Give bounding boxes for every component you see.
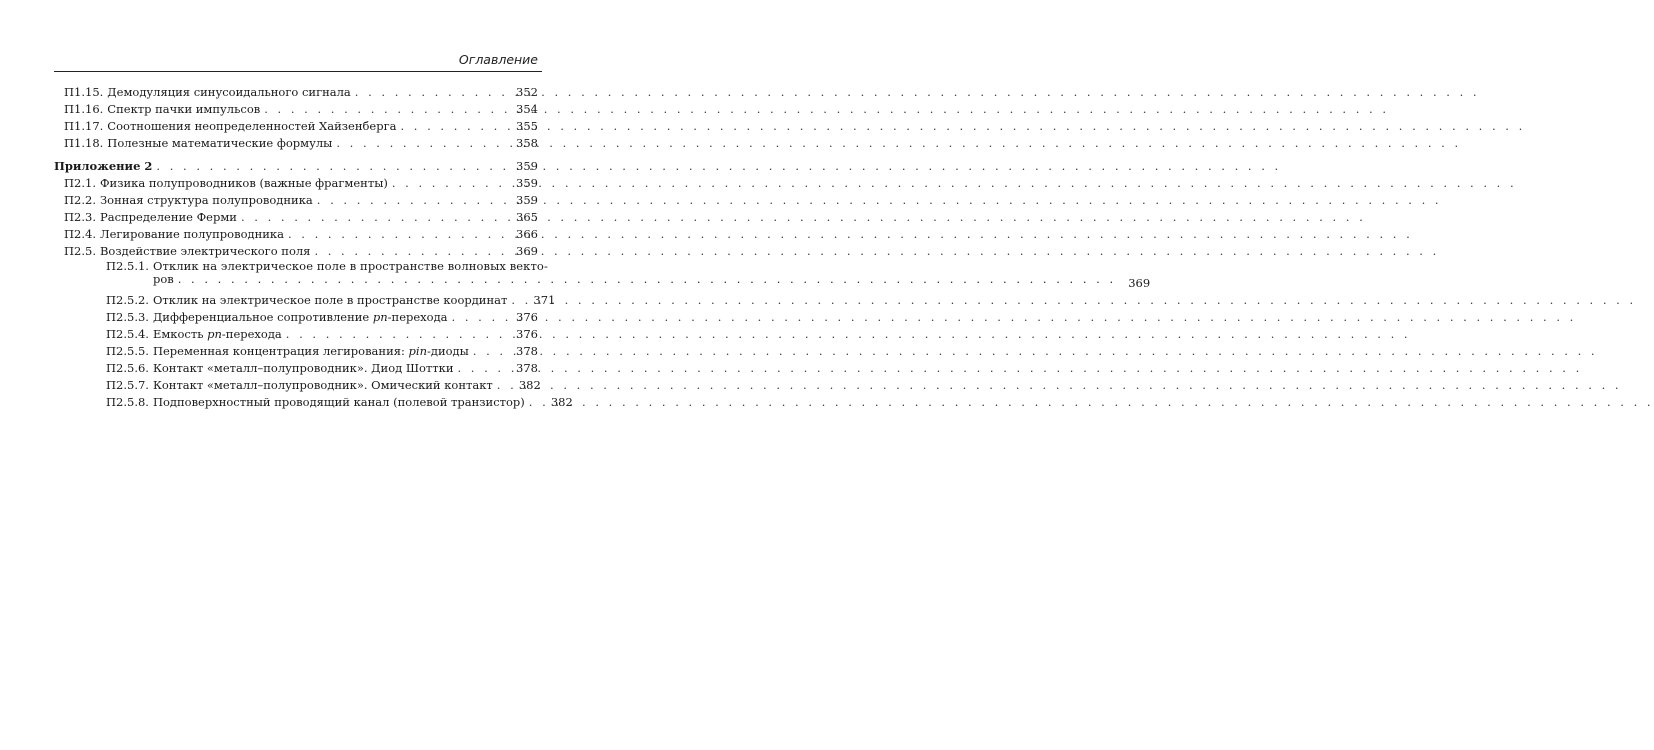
entry-page: 352 [516,85,538,99]
entry-title: Воздействие электрического поля [99,244,311,258]
toc-entry-p1-17[interactable] [54,116,538,133]
dot-leader [286,328,504,341]
title-text: -диоды [426,344,469,358]
entry-number: П2.5.8. [106,395,149,409]
toc-entry-p2-3[interactable] [54,207,538,224]
entry-number: П2.5.1. [106,259,149,273]
entry-title: Отклик на электрическое поле в пространстве координат [152,293,508,307]
entry-number: П1.18. [64,136,104,150]
entry-title [149,311,448,324]
entry-page: 365 [516,210,538,224]
toc-entry-p1-18[interactable] [54,133,538,150]
dot-leader [452,311,504,324]
toc-entry-p2-5-4[interactable] [54,324,538,341]
dot-leader [178,273,1116,286]
toc-entry-p2-5-2[interactable] [54,290,556,307]
entry-page: 376 [516,310,538,324]
dot-leader [355,86,504,99]
entry-number: П2.5.2. [106,293,149,307]
entry-number: П2.4. [64,227,96,241]
entry-title [149,345,469,358]
entry-number: П2.5. [64,244,96,258]
entry-title: Спектр пачки импульсов [107,102,261,116]
entry-number: П2.5.4. [106,327,149,341]
entry-page: 366 [516,227,538,241]
entry-number: П2.5.7. [106,378,149,392]
entry-number: П1.15. [64,85,104,99]
entry-number: П2.5.6. [106,361,149,375]
toc-entry-p2-2[interactable] [54,190,538,207]
dot-leader [317,194,504,207]
title-italic: pin [408,344,427,358]
dot-leader [156,160,504,173]
title-text: -перехода [221,327,282,341]
toc-entry-p2-5-7[interactable] [54,375,541,392]
header-rule [54,71,542,72]
toc-entry-p2-5-1[interactable] [54,259,1151,290]
toc-entry-p2-5-8[interactable] [54,392,573,409]
entry-title: Легирование полупроводника [99,227,284,241]
entry-title-line-1: Отклик на электрическое поле в пространстве волновых векто- [152,259,548,273]
dot-leader [392,177,504,190]
toc-entry-p2-4[interactable] [54,224,538,241]
dot-leader [511,294,521,307]
toc-entry-p2-5-6[interactable] [54,358,538,375]
dot-leader [314,245,504,258]
dot-leader [457,362,504,375]
entry-page: 371 [533,293,556,307]
entry-page: 378 [516,361,538,375]
table-of-contents [54,82,1151,409]
entry-title: Распределение Ферми [99,210,237,224]
entry-title: Соотношения неопределенностей Хайзенберга [107,119,397,133]
entry-page: 359 [516,193,538,207]
entry-page: 359 [516,159,538,173]
title-text: Дифференциальное сопротивление [152,310,373,324]
dot-leader [336,137,504,150]
dot-leader [241,211,504,224]
toc-entry-p2-5[interactable] [54,241,538,258]
toc-entry-p2-5-3[interactable] [54,307,538,324]
entry-number: П2.1. [64,176,96,190]
entry-title: Контакт «металл–полупроводник». Омический контакт [152,378,493,392]
entry-title: Подповерхностный проводящий канал (полевой транзистор) [152,395,525,409]
toc-entry-p1-15[interactable] [54,82,538,99]
entry-title: Демодуляция синусоидального сигнала [107,85,351,99]
dot-leader [529,396,539,409]
title-text: Переменная концентрация легирования: [152,344,409,358]
entry-page: 369 [1128,276,1151,290]
entry-page: 354 [516,102,538,116]
entry-page: 382 [518,378,541,392]
title-text: -перехода [387,310,448,324]
toc-entry-p1-16[interactable] [54,99,538,116]
entry-number: П2.2. [64,193,96,207]
entry-page: 369 [516,244,538,258]
entry-title: Зонная структура полупроводника [99,193,313,207]
entry-title: Полезные математические формулы [107,136,333,150]
entry-number: П2.5.3. [106,310,149,324]
dot-leader [288,228,504,241]
entry-title-line-2: ров [152,272,174,286]
title-italic: pn [207,327,222,341]
entry-page: 355 [516,119,538,133]
dot-leader [473,345,504,358]
entry-page: 358 [516,136,538,150]
toc-entry-p2-5-5[interactable] [54,341,538,358]
entry-page: 382 [550,395,573,409]
entry-number: П2.5.5. [106,344,149,358]
entry-number: П1.17. [64,119,104,133]
running-head: Оглавление [458,52,538,67]
dot-leader [400,120,504,133]
entry-title: Контакт «металл–полупроводник». Диод Шоттки [152,361,454,375]
toc-entry-appendix-2[interactable] [54,156,538,173]
entry-title: Физика полупроводников (важные фрагменты) [99,176,388,190]
entry-page: 378 [516,344,538,358]
dot-leader [497,379,507,392]
entry-title: Приложение 2 [54,159,153,173]
title-italic: pn [372,310,388,324]
toc-entry-p2-1[interactable] [54,173,538,190]
dot-leader [264,103,504,116]
title-text: Емкость [152,327,208,341]
entry-page: 359 [516,176,538,190]
entry-title [149,328,282,341]
entry-number: П1.16. [64,102,104,116]
entry-number: П2.3. [64,210,96,224]
entry-page: 376 [516,327,538,341]
